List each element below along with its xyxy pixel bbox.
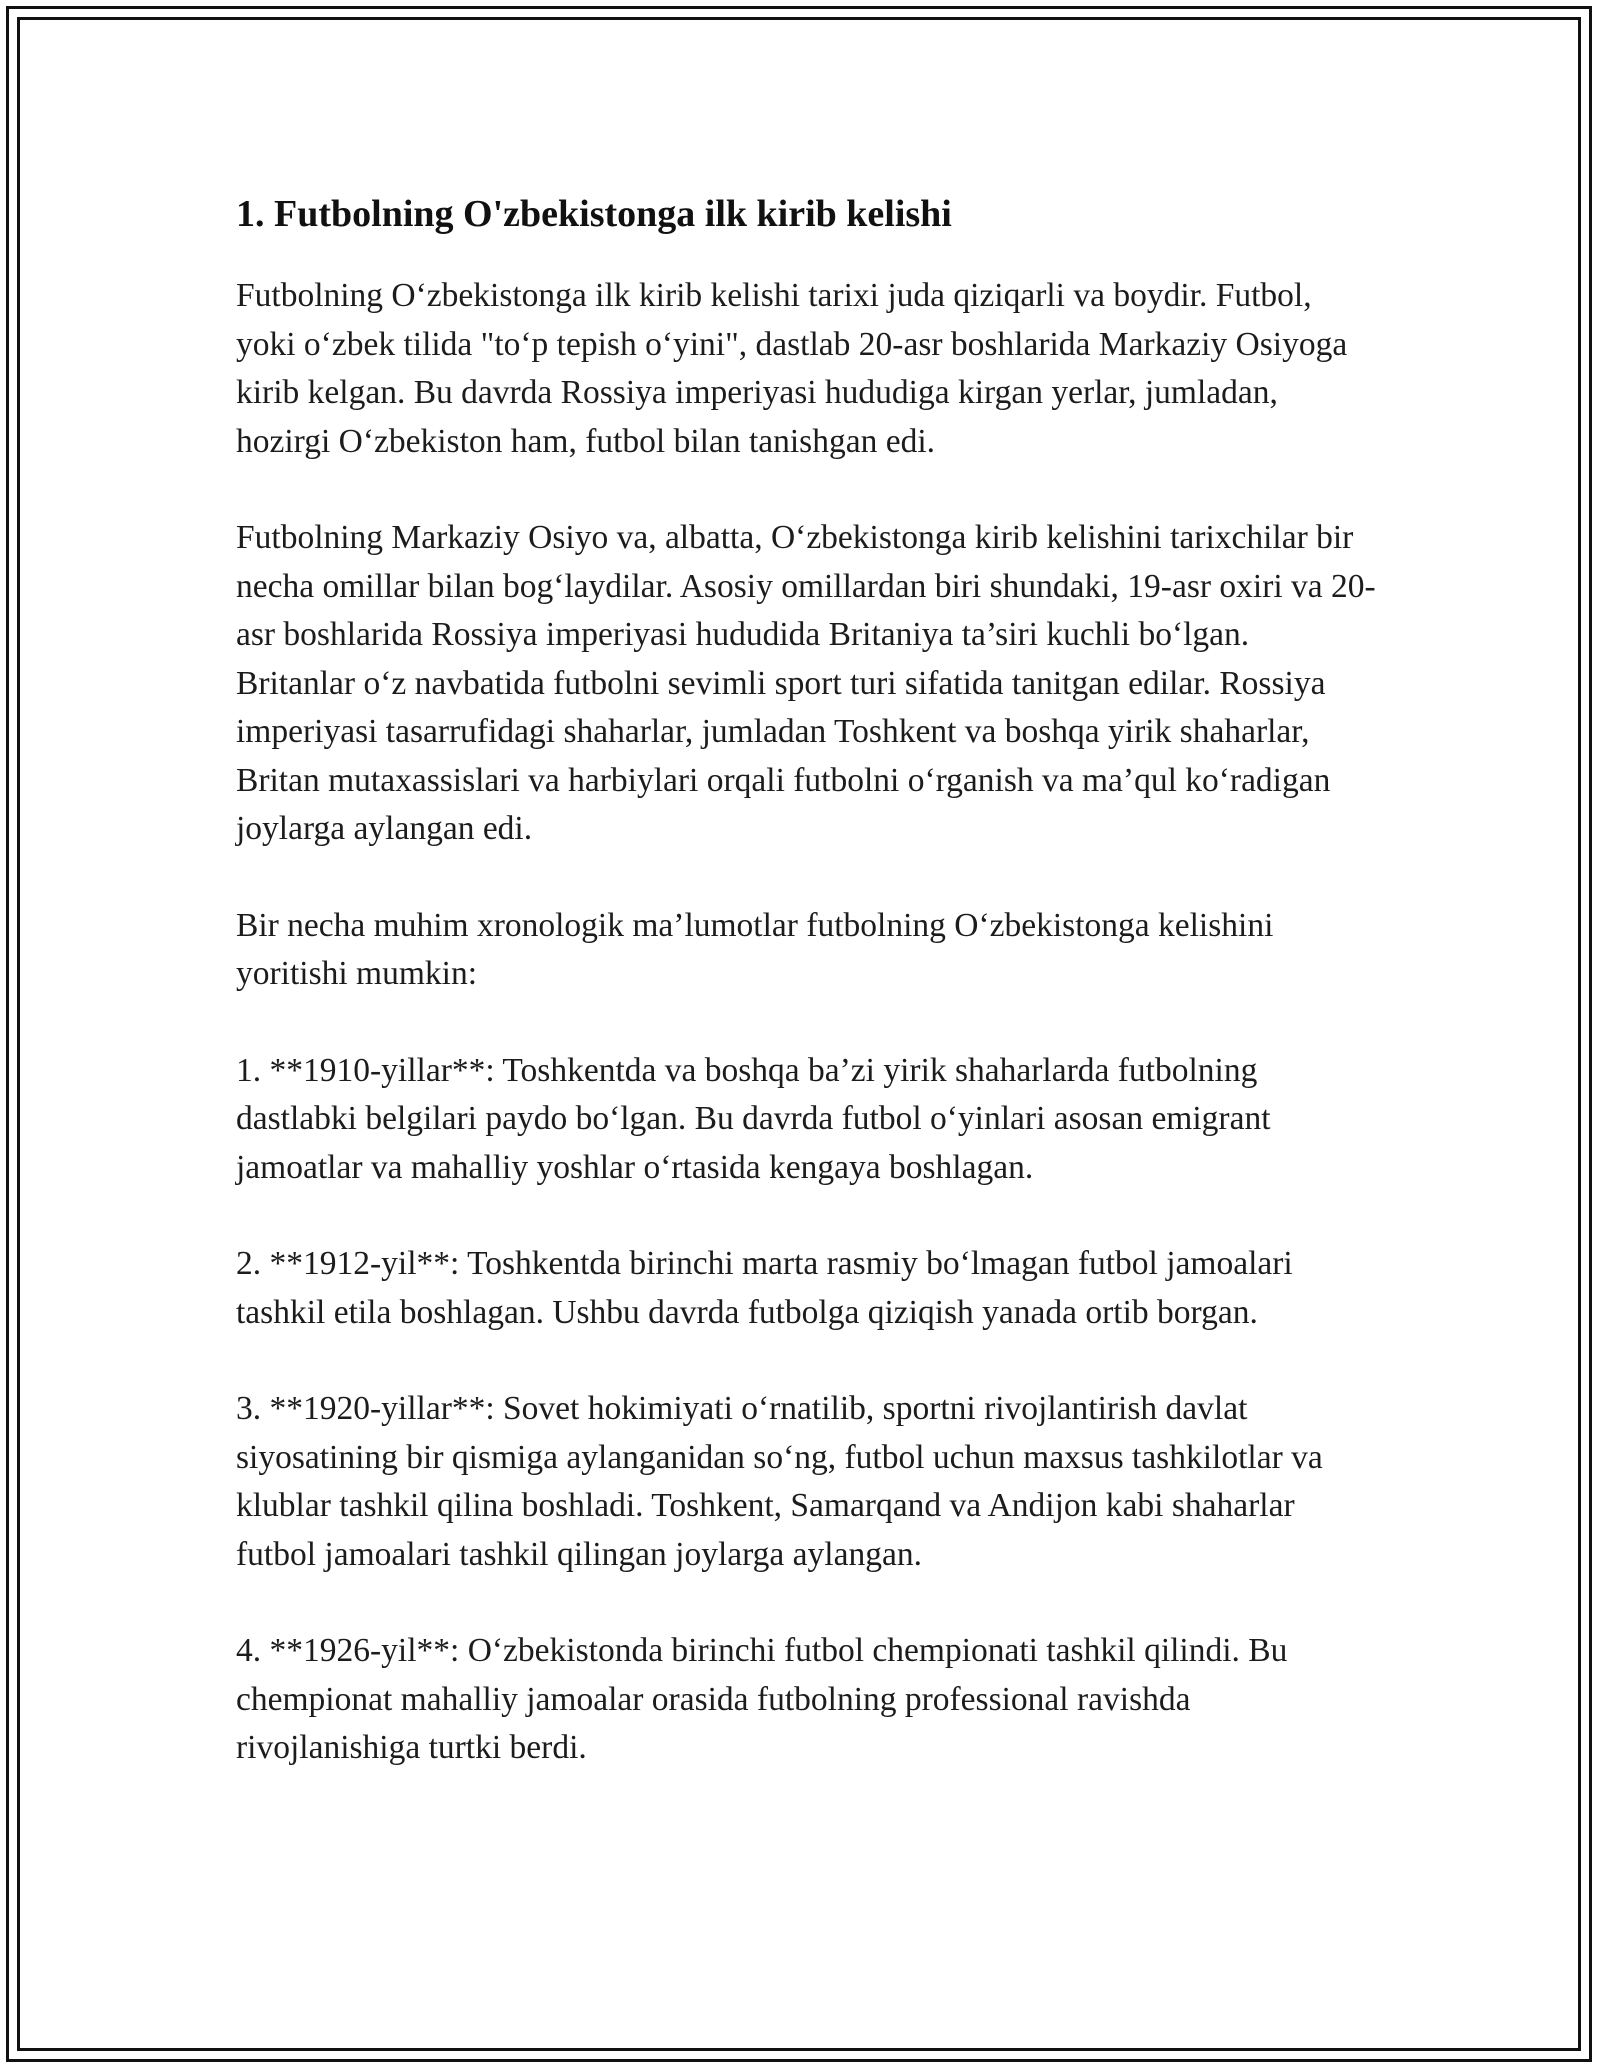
- list-item-1910s: 1. **1910-yillar**: Toshkentda va boshqa ba’zi yirik shaharlarda futbolning dastlabki belgilari paydo bo‘lgan. Bu davrda futbol o‘yinlari asosan emigrant jamoatlar va mahalliy yoshlar o‘rtasida kengaya boshlagan.: [236, 1051, 1271, 1186]
- list-item-1920s: 3. **1920-yillar**: Sovet hokimiyati o‘rnatilib, sportni rivojlantirish davlat siyosatining bir qismiga aylanganidan so‘ng, futbol uchun maxsus tashkilotlar va klublar tashkil qilina boshladi. Toshkent, Samarqand va Andijon kabi shaharlar futbol jamoalari tashkil qilingan joylarga aylangan.: [236, 1390, 1323, 1573]
- document-body: [236, 186, 1376, 1821]
- list-item-1912: 2. **1912-yil**: Toshkentda birinchi marta rasmiy bo‘lmagan futbol jamoalari tashkil etila boshlagan. Ushbu davrda futbolga qiziqish yanada ortib borgan.: [236, 1245, 1293, 1331]
- chronology-intro-paragraph: Bir necha muhim xronologik ma’lumotlar futbolning O‘zbekistonga kelishini yoritishi mumkin:: [236, 906, 1274, 992]
- list-item-1926: 4. **1926-yil**: O‘zbekistonda birinchi futbol chempionati tashkil qilindi. Bu chempionat mahalliy jamoalar orasida futbolning professional ravishda rivojlanishiga turtki berdi.: [236, 1632, 1288, 1766]
- section-heading: 1. Futbolning O'zbekistonga ilk kirib kelishi: [236, 193, 952, 235]
- intro-paragraph: Futbolning O‘zbekistonga ilk kirib kelishi tarixi juda qiziqarli va boydir. Futbol, yoki o‘zbek tilida "to‘p tepish o‘yini", dastlab 20-asr boshlarida Markaziy Osiyoga kirib kelgan. Bu davrda Rossiya imperiyasi hududiga kirgan yerlar, jumladan, hozirgi O‘zbekiston ham, futbol bilan tanishgan edi.: [236, 277, 1348, 460]
- factors-paragraph: Futbolning Markaziy Osiyo va, albatta, O‘zbekistonga kirib kelishini tarixchilar bir necha omillar bilan bog‘laydilar. Asosiy omillardan biri shundaki, 19-asr oxiri va 20-asr boshlarida Rossiya imperiyasi hududida Britaniya ta’siri kuchli bo‘lgan. Britanlar o‘z navbatida futbolni sevimli sport turi sifatida tanitgan edilar. Rossiya imperiyasi tasarrufidagi shaharlar, jumladan Toshkent va boshqa yirik shaharlar, Britan mutaxassislari va harbiylari orqali futbolni o‘rganish va ma’qul ko‘radigan joylarga aylangan edi.: [236, 519, 1376, 847]
